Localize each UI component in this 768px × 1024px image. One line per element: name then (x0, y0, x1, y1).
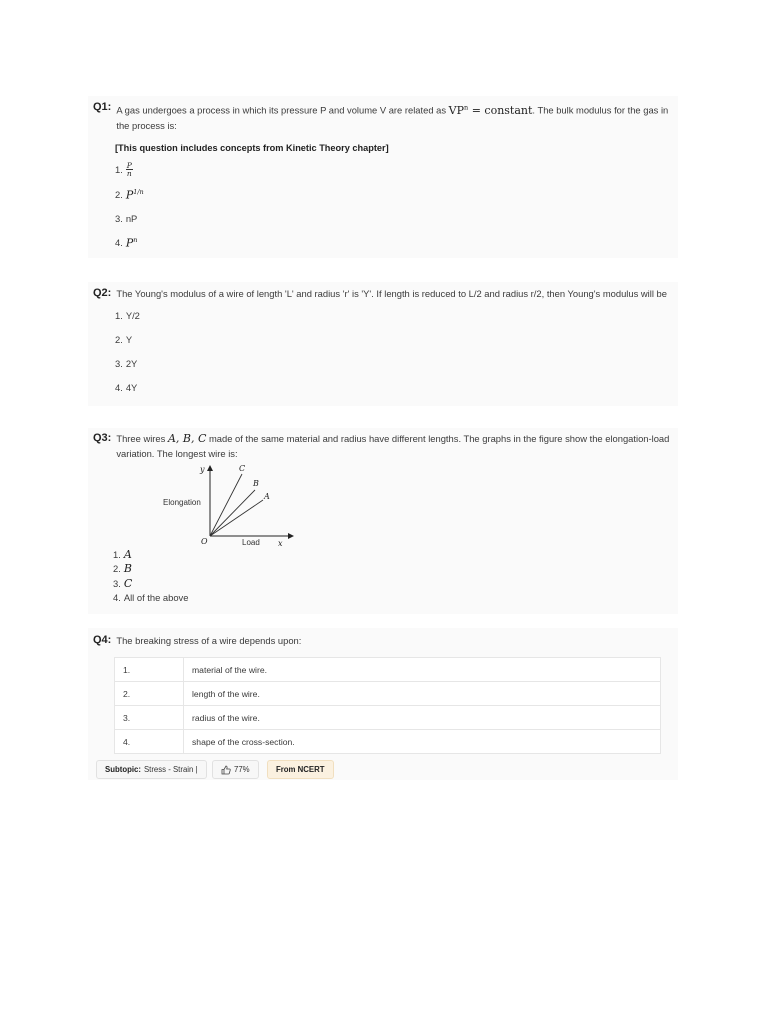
question-number: Q1: (93, 101, 112, 113)
question-number: Q3: (93, 432, 112, 444)
y-axis-label: y (200, 465, 205, 474)
table-row[interactable]: 3. radius of the wire. (115, 706, 661, 730)
question-4-header (93, 628, 670, 648)
load-label: Load (242, 538, 260, 547)
subtopic-value: Stress - Strain | (143, 765, 198, 774)
option-4[interactable]: 4. 4Y (115, 382, 138, 393)
option-1[interactable]: 1. $\frac{P}{n}$ (115, 161, 132, 178)
line-b (210, 490, 255, 536)
question-number: Q2: (93, 287, 112, 299)
option-1[interactable]: 1. A (113, 548, 132, 561)
question-2 (88, 282, 678, 406)
question-text: The Young's modulus of a wire of length 'L' and radius 'r' is 'Y'. If length is reduced to L/2 and radius r/2, then Young's modulus will be (116, 288, 667, 299)
label-b: B (253, 479, 259, 488)
options-table (114, 657, 661, 754)
question-2-header (93, 282, 670, 301)
question-number: Q4: (93, 634, 112, 646)
label-a: A (264, 492, 270, 501)
option-2[interactable]: 2. Y (115, 334, 133, 345)
question-note: [This question includes concepts from Kinetic Theory chapter] (115, 142, 389, 153)
table-row[interactable]: 2. length of the wire. (115, 682, 661, 706)
source-tag[interactable]: From NCERT (267, 760, 334, 779)
thumbs-up-icon (221, 765, 231, 775)
option-3[interactable]: 3. 2Y (115, 358, 138, 369)
option-3[interactable]: 3. nP (115, 213, 138, 224)
like-percentage: 77% (234, 765, 250, 774)
origin-label: O (201, 537, 208, 546)
question-1 (88, 96, 678, 258)
line-a (210, 500, 263, 536)
question-text: Three wires A, B, C made of the same material and radius have different lengths. The graphs in the figure show the elongation-load variation. The longest wire is: (116, 432, 670, 459)
option-1[interactable]: 1. Y/2 (115, 310, 140, 321)
option-2[interactable]: 2. B (113, 562, 132, 575)
question-text: A gas undergoes a process in which its pressure P and volume V are related as $VP^n$ = constant. The bulk modulus for the gas in the process is: (116, 103, 669, 131)
elongation-label: Elongation (163, 498, 201, 507)
like-tag[interactable] (212, 760, 259, 779)
line-c (210, 474, 242, 536)
question-text: The breaking stress of a wire depends upon: (116, 635, 302, 646)
subtopic-tag[interactable] (96, 760, 207, 779)
question-3-header (93, 428, 670, 461)
question-3 (88, 428, 678, 614)
option-4[interactable]: 4. $P^n$ (115, 236, 138, 250)
option-4[interactable]: 4. All of the above (113, 592, 189, 603)
subtopic-label: Subtopic: (105, 765, 141, 774)
fraction: $\frac{P}{n}$ (126, 161, 132, 178)
option-3[interactable]: 3. C (113, 577, 133, 590)
option-2[interactable]: 2. $P^{1/n}$ (115, 188, 144, 202)
table-row[interactable]: 1. material of the wire. (115, 658, 661, 682)
label-c: C (239, 464, 246, 473)
question-1-header (93, 96, 670, 133)
table-row[interactable]: 4. shape of the cross-section. (115, 730, 661, 754)
x-axis-label: x (278, 539, 283, 548)
elongation-load-figure (158, 460, 368, 548)
